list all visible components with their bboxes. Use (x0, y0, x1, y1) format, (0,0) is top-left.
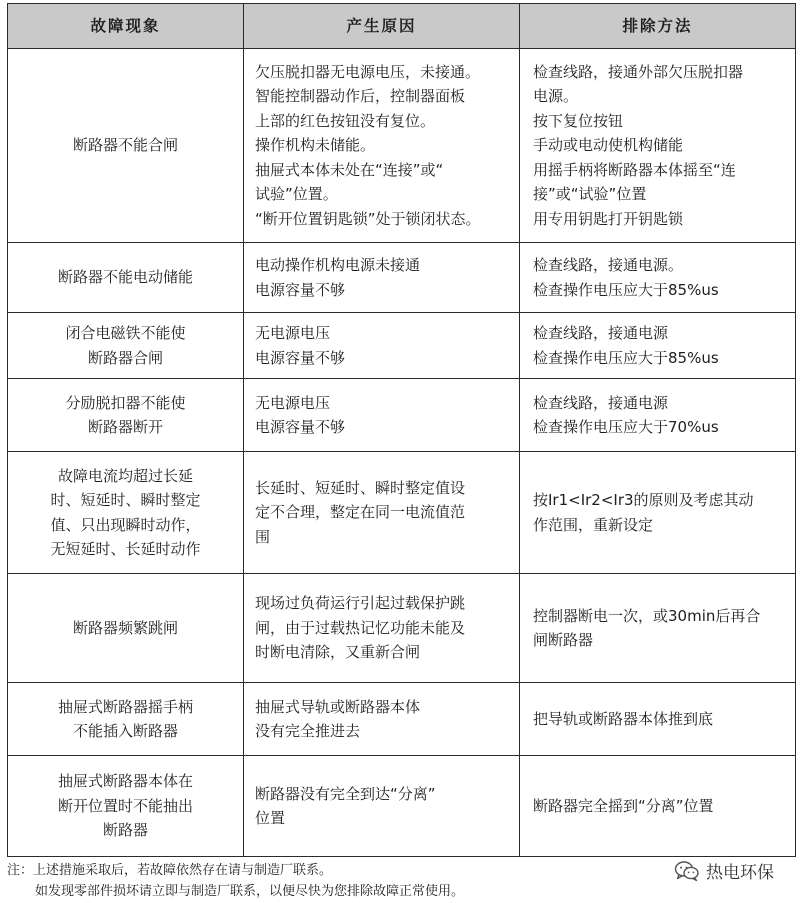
cause-line: 操作机构未储能。 (255, 136, 376, 155)
symptom-line: 断路器 (102, 821, 148, 840)
remedy-cell (520, 574, 796, 683)
symptom-line: 故障电流均超过长延 (57, 466, 193, 485)
cause-line: 电源容量不够 (255, 418, 346, 436)
symptom-line: 断开位置时不能抽出 (57, 796, 193, 815)
cause-cell (244, 452, 520, 574)
footnote-line: 注：上述措施采取后，若故障依然存在请与制造厂联系。 (7, 863, 333, 878)
fault-table (7, 3, 796, 857)
cause-cell (244, 683, 520, 756)
cause-line: 电源容量不够 (255, 280, 346, 299)
table-row (8, 49, 796, 243)
cause-cell (244, 379, 520, 452)
cause-line: 围 (255, 527, 271, 546)
footnotes (7, 860, 464, 902)
remedy-line: 检查操作电压应大于85%us (533, 348, 719, 367)
remedy-line: 检查线路，接通电源。 (533, 256, 684, 274)
symptom-line: 无短延时、长延时动作 (50, 540, 201, 558)
table-row (8, 683, 796, 756)
remedy-line: 检查线路，接通电源 (533, 324, 669, 342)
remedy-cell (520, 452, 796, 574)
remedy-line: 断路器完全摇到“分离”位置 (533, 796, 714, 815)
remedy-cell (520, 379, 796, 452)
cause-line: 电源容量不够 (255, 348, 346, 367)
symptom-line: 抽屉式断路器本体在 (57, 772, 193, 791)
symptom-cell (8, 574, 244, 683)
cause-line: 没有完全推进去 (255, 722, 361, 740)
remedy-line: 电源。 (533, 87, 579, 106)
wechat-icon (674, 860, 700, 882)
table-row (8, 452, 796, 574)
symptom-cell (8, 313, 244, 379)
remedy-line: 作范围，重新设定 (533, 515, 654, 534)
remedy-line: 检查操作电压应大于70%us (533, 418, 719, 436)
cause-line: 无电源电压 (255, 324, 331, 342)
cause-line: 智能控制器动作后，控制器面板 (255, 87, 466, 106)
remedy-line: 把导轨或断路器本体推到底 (533, 709, 714, 728)
cause-line: 试验”位置。 (255, 185, 338, 204)
symptom-line: 时、短延时、瞬时整定 (50, 491, 201, 509)
cause-line: 位置 (255, 809, 286, 827)
cause-cell (244, 574, 520, 683)
cause-line: 现场过负荷运行引起过载保护跳 (255, 594, 466, 613)
remedy-cell (520, 49, 796, 243)
cause-line: “断开位置钥匙锁”处于锁闭状态。 (255, 209, 481, 228)
symptom-cell (8, 756, 244, 857)
symptom-line: 断路器不能合闸 (72, 136, 178, 155)
remedy-line: 用摇手柄将断路器本体摇至“连 (533, 160, 736, 179)
cause-cell (244, 49, 520, 243)
remedy-line: 按Ir1<Ir2<Ir3的原则及考虑其动 (533, 491, 754, 509)
remedy-line: 用专用钥匙打开钥匙锁 (533, 209, 684, 228)
symptom-line: 断路器合闸 (87, 348, 163, 367)
cause-line: 抽屉式导轨或断路器本体 (255, 697, 421, 716)
symptom-line: 断路器断开 (87, 418, 163, 436)
cause-line: 欠压脱扣器无电源电压，未接通。 (255, 62, 481, 81)
cause-line: 定不合理，整定在同一电流值范 (255, 503, 466, 522)
table-row (8, 243, 796, 313)
cause-line: 长延时、短延时、瞬时整定值设 (255, 478, 466, 497)
header-cause: 产生原因 (244, 4, 520, 49)
symptom-cell (8, 379, 244, 452)
watermark-text: 热电环保 (706, 863, 774, 883)
cause-line: 无电源电压 (255, 393, 331, 412)
cause-cell (244, 313, 520, 379)
remedy-line: 检查线路，接通电源 (533, 393, 669, 412)
symptom-line: 分励脱扣器不能使 (65, 393, 186, 412)
header-remedy: 排除方法 (520, 4, 796, 49)
symptom-line: 闭合电磁铁不能使 (65, 324, 186, 342)
cause-line: 电动操作机构电源未接通 (255, 256, 421, 274)
remedy-line: 检查操作电压应大于85%us (533, 280, 719, 299)
remedy-line: 接”或“试验”位置 (533, 185, 647, 204)
symptom-line: 断路器频繁跳闸 (72, 618, 178, 637)
symptom-line: 抽屉式断路器摇手柄 (57, 697, 193, 716)
cause-line: 抽屉式本体未处在“连接”或“ (255, 160, 444, 179)
cause-line: 断路器没有完全到达“分离” (255, 784, 436, 803)
remedy-line: 检查线路，接通外部欠压脱扣器 (533, 62, 744, 81)
symptom-cell (8, 683, 244, 756)
symptom-line: 值、只出现瞬时动作， (50, 515, 201, 534)
symptom-line: 不能插入断路器 (72, 722, 178, 740)
footnote-line: 如发现零部件损坏请立即与制造厂联系，以便尽快为您排除故障正常使用。 (35, 884, 465, 899)
remedy-line: 闸断路器 (533, 631, 594, 649)
symptom-cell (8, 49, 244, 243)
header-symptom: 故障现象 (8, 4, 244, 49)
symptom-line: 断路器不能电动储能 (57, 268, 193, 287)
watermark (674, 858, 774, 883)
table-header-row (8, 4, 796, 49)
remedy-line: 手动或电动使机构储能 (533, 136, 684, 155)
remedy-cell (520, 756, 796, 857)
table-row (8, 313, 796, 379)
cause-line: 闸，由于过载热记忆功能未能及 (255, 618, 466, 637)
cause-cell (244, 243, 520, 313)
remedy-cell (520, 683, 796, 756)
cause-cell (244, 756, 520, 857)
cause-line: 上部的红色按钮没有复位。 (255, 111, 436, 130)
remedy-line: 按下复位按钮 (533, 111, 624, 130)
cause-line: 时断电清除，又重新合闸 (255, 643, 421, 662)
table-row (8, 756, 796, 857)
table-row (8, 379, 796, 452)
remedy-cell (520, 243, 796, 313)
symptom-cell (8, 452, 244, 574)
table-row (8, 574, 796, 683)
symptom-cell (8, 243, 244, 313)
remedy-cell (520, 313, 796, 379)
remedy-line: 控制器断电一次，或30min后再合 (533, 606, 761, 625)
